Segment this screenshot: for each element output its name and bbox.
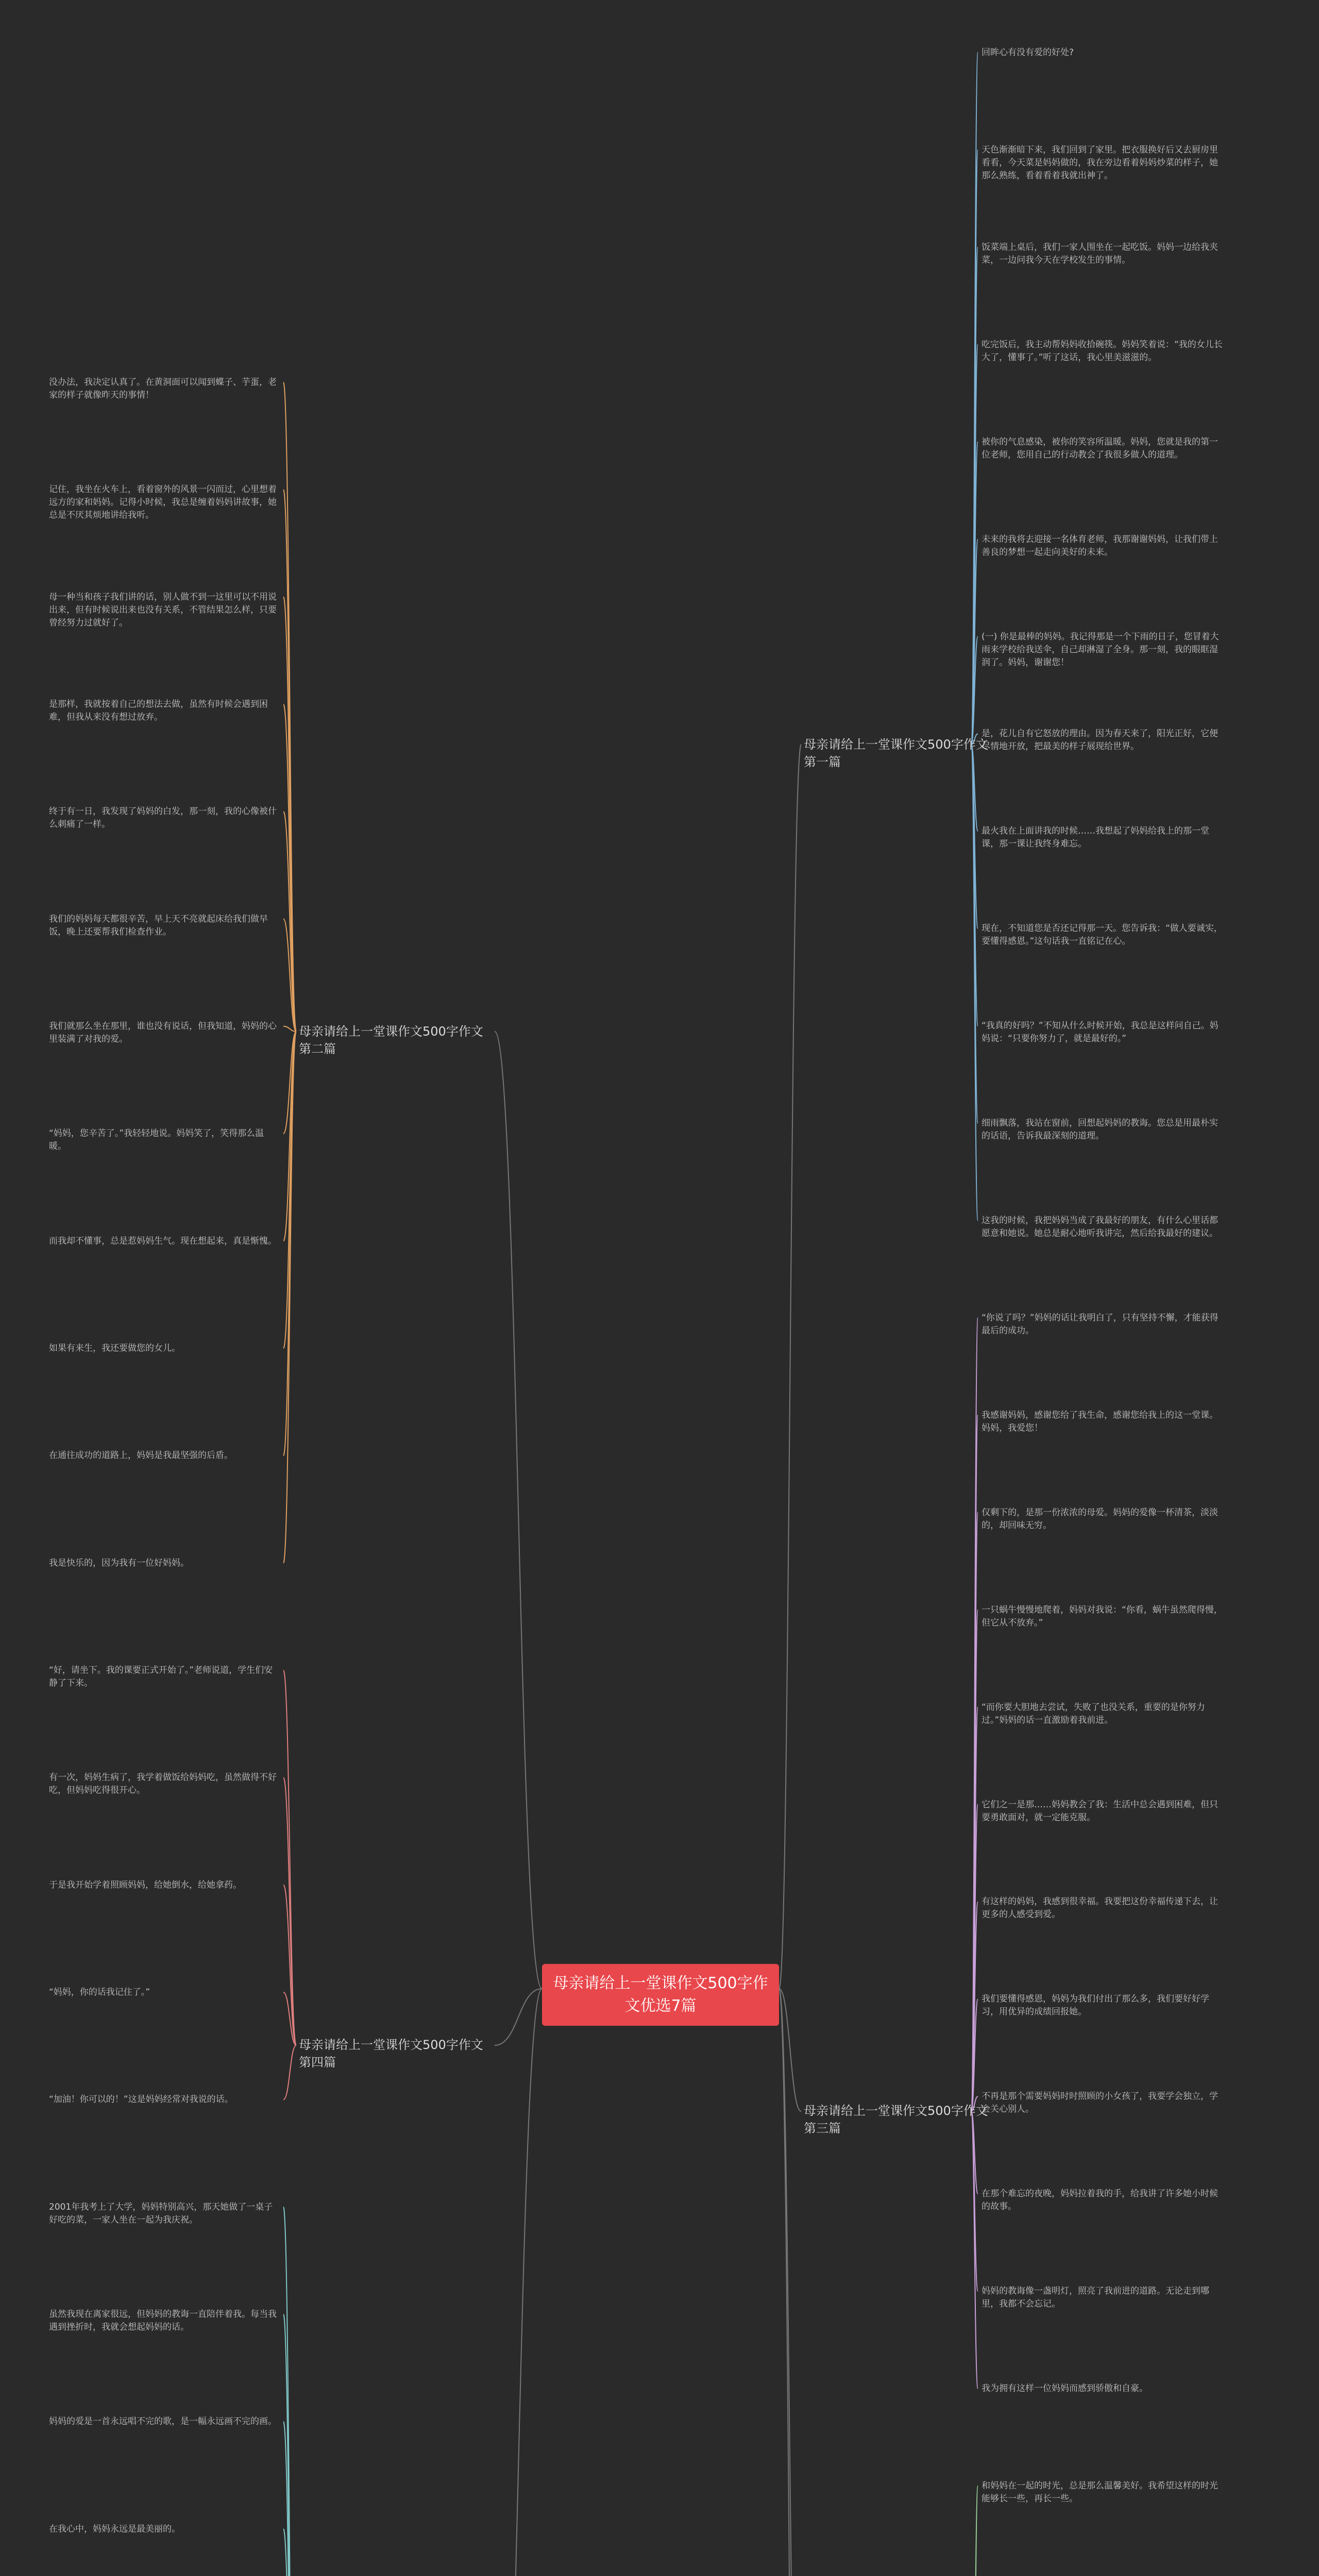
right-leaf-item: “你说了吗？”妈妈的话让我明白了，只有坚持不懈，才能获得最后的成功。	[982, 1312, 1219, 1336]
right-leaf-item: 我们要懂得感恩，妈妈为我们付出了那么多，我们要好好学习，用优异的成绩回报她。	[982, 1994, 1209, 2018]
connector	[971, 1415, 978, 2111]
right-leaf-item: “而你要大胆地去尝试，失败了也没关系，重要的是你努力过。”妈妈的话一直激励着我前进。	[982, 1702, 1205, 1725]
left-leaf-item: 有一次，妈妈生病了，我学着做饭给妈妈吃，虽然做得不好吃，但妈妈吃得很开心。	[49, 1772, 277, 1796]
connector	[283, 919, 296, 1031]
left-leaf-item: 是那样，我就按着自己的想法去做，虽然有时候会遇到困难，但我从来没有想过放弃。	[49, 699, 268, 722]
right-leaf-item: 妈妈的教诲像一盏明灯，照亮了我前进的道路。无论走到哪里，我都不会忘记。	[982, 2286, 1209, 2310]
right-leaf-item: 现在，不知道您是否还记得那一天。您告诉我：“做人要诚实，要懂得感恩。”这句话我一直铭记在心。	[982, 923, 1223, 947]
connector	[283, 1031, 296, 1455]
connector	[779, 744, 801, 1989]
connector	[283, 1992, 296, 2045]
left-leaf-item: 我们就那么坐在那里，谁也没有说话，但我知道，妈妈的心里装满了对我的爱。	[49, 1021, 277, 1044]
left-leaf-item: 而我却不懂事，总是惹妈妈生气。现在想起来，真是惭愧。	[49, 1235, 277, 1246]
right-leaf-item: 仅剩下的，是那一份浓浓的母爱。妈妈的爱像一杯清茶，淡淡的，却回味无穷。	[982, 1507, 1218, 1531]
connector	[283, 1031, 296, 1133]
left-leaf-item: 终于有一日，我发现了妈妈的白发，那一刻，我的心像被什么刺痛了一样。	[49, 806, 277, 830]
connector	[283, 2314, 296, 2576]
right-leaf-item: 有这样的妈妈，我感到很幸福。我要把这份幸福传递下去，让更多的人感受到爱。	[982, 1896, 1218, 1920]
connector	[283, 382, 296, 1031]
left-leaf-item: 在通往成功的道路上，妈妈是我最坚强的后盾。	[49, 1450, 233, 1461]
connector	[971, 744, 978, 1026]
left-leaf-item: “妈妈，你的话我记住了。”	[49, 1987, 150, 1997]
center-topic[interactable]	[542, 1964, 779, 2026]
left-leaf-item: 没办法，我决定认真了。在黄洞面可以闻到蝶子、芋蛋，老家的样子就像昨天的事情！	[49, 377, 277, 400]
left-leaf-item: 于是我开始学着照顾妈妈，给她倒水，给她拿药。	[49, 1879, 242, 1890]
right-leaf-item: 天色渐渐暗下来，我们回到了家里。把衣服换好后又去厨房里看看，今天菜是妈妈做的，我在旁边看着妈妈炒菜的样子，她那么熟练，看着看着我就出神了。	[982, 144, 1218, 181]
right-leaf-item: 我为拥有这样一位妈妈而感到骄傲和自豪。	[982, 2383, 1148, 2394]
connector	[971, 1707, 978, 2111]
right-leaf-item: 细雨飘落，我站在窗前，回想起妈妈的教诲。您总是用最朴实的话语，告诉我最深刻的道理。	[982, 1118, 1218, 1142]
right-leaf-item: 饭菜端上桌后，我们一家人围坐在一起吃饭。妈妈一边给我夹菜，一边问我今天在学校发生的事情。	[982, 242, 1218, 265]
left-leaf-item: “加油！你可以的！”这是妈妈经常对我说的话。	[49, 2094, 233, 2105]
connector	[971, 744, 978, 928]
left-leaf-item: “好，请坐下。我的课要正式开始了。”老师说道，学生们安静了下来。	[49, 1665, 273, 1688]
right-leaf-item: “我真的好吗？”不知从什么时候开始，我总是这样问自己。妈妈说：“只要你努力了，就是最好的。”	[982, 1021, 1219, 1044]
right-leaf-item: 未来的我将去迎接一名体育老师，我那谢谢妈妈，让我们带上善良的梦想一起走向美好的未来。	[982, 534, 1218, 557]
right-leaf-item: 回眸心有没有爱的好处?	[982, 47, 1074, 58]
connector	[971, 2111, 978, 2388]
connector	[283, 811, 296, 1031]
connector	[971, 637, 978, 744]
connector	[283, 1031, 296, 1241]
connector	[283, 704, 296, 1031]
connector	[283, 2529, 296, 2576]
connector	[779, 1989, 801, 2576]
connector	[971, 744, 978, 1123]
connector	[779, 1989, 801, 2576]
connector	[971, 150, 978, 744]
right-leaf-item: 被你的气息感染，被你的笑容所温暖。妈妈，您就是我的第一位老师，您用自己的行动教会了我很多做人的道理。	[982, 436, 1218, 460]
connector	[779, 1989, 801, 2111]
left-leaf-item: 记住，我坐在火车上，看着窗外的风景一闪而过，心里想着远方的家和妈妈。记得小时候，我总是缠着妈妈讲故事，她总是不厌其烦地讲给我听。	[49, 484, 277, 521]
connector	[283, 2207, 296, 2576]
connector	[283, 1031, 296, 1348]
left-leaf-item: “妈妈，您辛苦了。”我轻轻地说。妈妈笑了，笑得那么温暖。	[49, 1128, 264, 1152]
branch-3[interactable]: 母亲请给上一堂课作文500字作文第三篇	[804, 2104, 988, 2136]
connector	[971, 539, 978, 744]
connector	[283, 1777, 296, 2045]
connector	[283, 2421, 296, 2576]
left-leaf-item: 妈妈的爱是一首永远唱不完的歌，是一幅永远画不完的画。	[49, 2416, 277, 2427]
connector	[971, 345, 978, 744]
right-leaf-item: 和妈妈在一起的时光，总是那么温馨美好。我希望这样的时光能够长一些，再长一些。	[982, 2480, 1218, 2504]
right-leaf-item: 它们之一是那……妈妈教会了我：生活中总会遇到困难，但只要勇敢面对，就一定能克服。	[982, 1799, 1218, 1823]
connector	[971, 53, 978, 744]
center-title: 母亲请给上一堂课作文500字作文优选7篇	[553, 1974, 768, 2015]
right-leaf-item: 我感谢妈妈，感谢您给了我生命，感谢您给我上的这一堂课。妈妈，我爱您！	[982, 1410, 1218, 1433]
branch-1[interactable]: 母亲请给上一堂课作文500字作文第一篇	[804, 737, 988, 769]
connector	[495, 1031, 542, 1989]
left-leaf-item: 我们的妈妈每天都很辛苦，早上天不亮就起床给我们做早饭，晚上还要帮我们检查作业。	[49, 913, 268, 937]
left-leaf-item: 我是快乐的，因为我有一位好妈妈。	[49, 1557, 189, 1568]
connector	[971, 2486, 978, 2576]
connector	[283, 489, 296, 1031]
connector	[971, 1902, 978, 2111]
connector	[971, 1805, 978, 2111]
connector	[971, 1610, 978, 2111]
connector	[283, 1031, 296, 1563]
left-leaf-item: 母一种当和孩子我们讲的话，别人做不到一这里可以不用说出来，但有时候说出来也没有关系，不管结果怎么样，只要曾经努力过就好了。	[49, 591, 277, 628]
connector	[971, 442, 978, 744]
connector	[971, 1513, 978, 2111]
connector	[971, 247, 978, 744]
right-leaf-item: 这我的时候，我把妈妈当成了我最好的朋友，有什么心里话都愿意和她说。她总是耐心地听我讲完，然后给我最好的建议。	[982, 1215, 1218, 1239]
connector	[971, 1999, 978, 2111]
connector	[495, 1989, 542, 2045]
connector	[283, 1885, 296, 2045]
right-leaf-item: 不再是那个需要妈妈时时照顾的小女孩了，我要学会独立，学会关心别人。	[982, 2091, 1218, 2115]
right-leaf-item: 是，花儿自有它怒放的理由。因为春天来了，阳光正好，它便尽情地开放，把最美的样子展现给世界。	[982, 728, 1218, 752]
right-leaf-item: 一只蜗牛慢慢地爬着，妈妈对我说：“你看，蜗牛虽然爬得慢，但它从不放弃。”	[982, 1604, 1223, 1628]
branch-4[interactable]: 母亲请给上一堂课作文500字作文第四篇	[299, 2038, 483, 2070]
connector	[283, 597, 296, 1031]
left-leaf-item: 在我心中，妈妈永远是最美丽的。	[49, 2523, 180, 2534]
connector	[971, 1318, 978, 2111]
left-leaf-item: 2001年我考上了大学，妈妈特别高兴，那天她做了一桌子好吃的菜，一家人坐在一起为我庆祝。	[49, 2201, 273, 2225]
connector	[283, 1670, 296, 2045]
right-leaf-item: (一) 你是最棒的妈妈。我记得那是一个下雨的日子，您冒着大雨来学校给我送伞，自己却淋湿了全身。那一刻，我的眼眶湿润了。妈妈，谢谢您！	[982, 631, 1219, 668]
right-leaf-item: 最火我在上面讲我的时候……我想起了妈妈给我上的那一堂课，那一课让我终身难忘。	[982, 826, 1209, 850]
branch-2[interactable]: 母亲请给上一堂课作文500字作文第二篇	[299, 1024, 483, 1056]
connector	[495, 1989, 542, 2576]
connector	[283, 2045, 296, 2099]
right-leaf-item: 在那个难忘的夜晚，妈妈拉着我的手，给我讲了许多她小时候的故事。	[982, 2189, 1218, 2212]
left-leaf-item: 如果有来生，我还要做您的女儿。	[49, 1343, 180, 1353]
right-leaf-item: 吃完饭后，我主动帮妈妈收拾碗筷。妈妈笑着说：“我的女儿长大了，懂事了。”听了这话，我心里美滋滋的。	[982, 339, 1223, 363]
connector	[971, 744, 978, 1221]
connector	[283, 1026, 296, 1031]
left-leaf-item: 虽然我现在离家很远，但妈妈的教诲一直陪伴着我。每当我遇到挫折时，我就会想起妈妈的话。	[49, 2309, 277, 2332]
connector	[971, 2111, 978, 2291]
